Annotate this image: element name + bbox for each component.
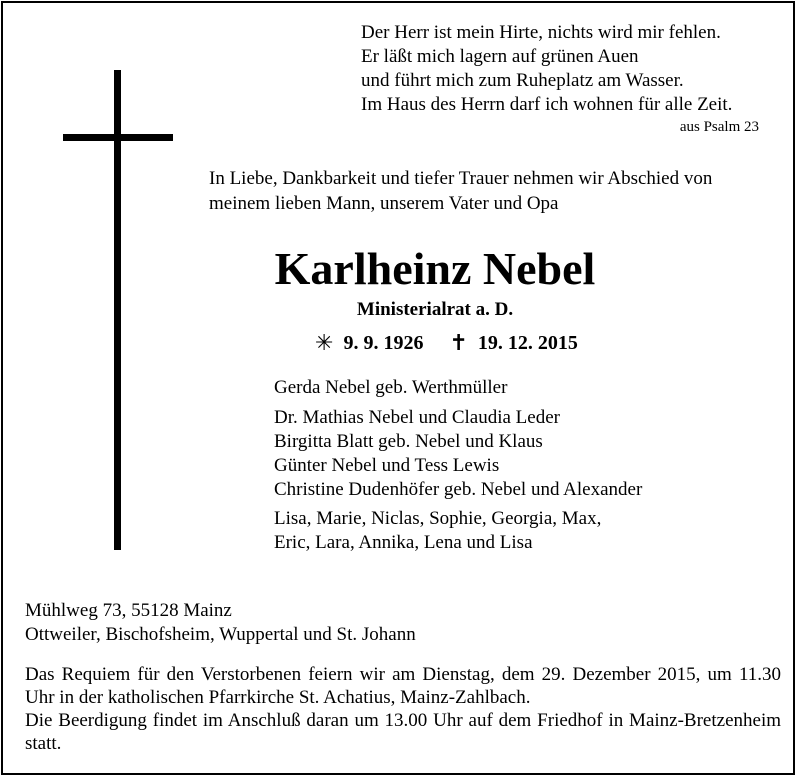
family-member: Günter Nebel und Tess Lewis xyxy=(274,455,500,476)
family-member: Christine Dudenhöfer geb. Nebel und Alexander xyxy=(274,479,643,500)
psalm-line: Im Haus des Herrn darf ich wohnen für alle Zeit. xyxy=(361,94,733,115)
address-line: Ottweiler, Bischofsheim, Wuppertal und St. Johann xyxy=(25,624,416,645)
birth-date: 9. 9. 1926 xyxy=(343,332,424,354)
intro-line: In Liebe, Dankbarkeit und tiefer Trauer nehmen wir Abschied von xyxy=(209,168,713,189)
deceased-name: Karlheinz Nebel xyxy=(274,243,596,294)
death-cross-icon: ✝ xyxy=(449,331,468,356)
intro-text xyxy=(209,166,712,216)
family-children xyxy=(274,406,642,502)
intro-line: meinem lieben Mann, unserem Vater und Opa xyxy=(209,193,559,214)
psalm-source: aus Psalm 23 xyxy=(679,119,759,135)
family-spouse xyxy=(274,376,507,400)
notice-paragraph: Die Beerdigung findet im Anschluß daran um 13.00 Uhr auf dem Friedhof in Mainz-Bretzenheim statt. xyxy=(25,710,781,754)
birth-star-icon: ✳ xyxy=(315,331,334,356)
family-member: Gerda Nebel geb. Werthmüller xyxy=(274,377,508,398)
family-member: Birgitta Blatt geb. Nebel und Klaus xyxy=(274,431,543,452)
cross-horizontal-beam xyxy=(63,134,173,141)
psalm-line: und führt mich zum Ruheplatz am Wasser. xyxy=(361,70,684,91)
address-line: Mühlweg 73, 55128 Mainz xyxy=(25,600,232,621)
life-dates xyxy=(315,331,578,356)
family-member: Dr. Mathias Nebel und Claudia Leder xyxy=(274,407,560,428)
psalm-line: Der Herr ist mein Hirte, nichts wird mir fehlen. xyxy=(361,22,721,43)
psalm-quote xyxy=(361,21,732,117)
family-address xyxy=(25,599,416,647)
funeral-notice xyxy=(25,663,781,755)
family-member: Eric, Lara, Annika, Lena und Lisa xyxy=(274,532,533,553)
psalm-line: Er läßt mich lagern auf grünen Auen xyxy=(361,46,639,67)
family-member: Lisa, Marie, Niclas, Sophie, Georgia, Max, xyxy=(274,508,602,529)
death-date: 19. 12. 2015 xyxy=(477,332,578,354)
family-grandchildren xyxy=(274,507,601,555)
deceased-title: Ministerialrat a. D. xyxy=(356,299,514,320)
obituary-frame xyxy=(1,1,795,775)
notice-paragraph: Das Requiem für den Verstorbenen feiern wir am Dienstag, dem 29. Dezember 2015, um 11.30 Uhr in der katholischen Pfarrkirche St. Achatius, Mainz-Zahlbach. xyxy=(25,664,781,708)
